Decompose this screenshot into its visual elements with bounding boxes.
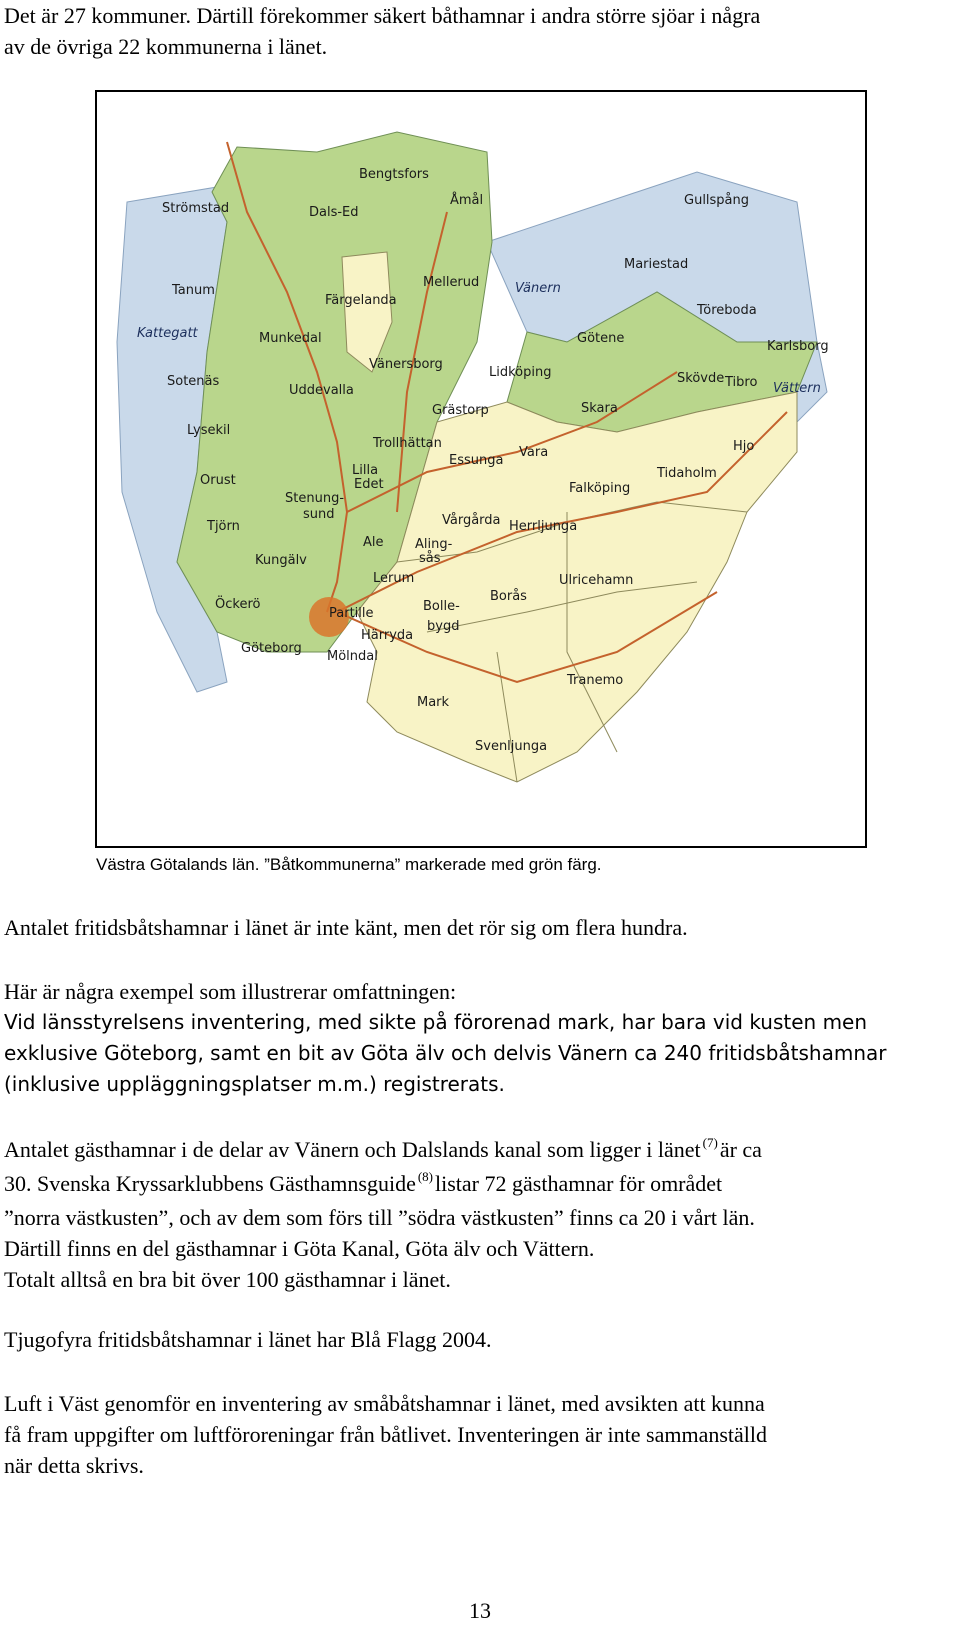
text-line bbox=[4, 1134, 954, 1168]
map-label: Karlsborg bbox=[767, 339, 829, 354]
map-label: Göteborg bbox=[241, 641, 302, 656]
map-label: Lysekil bbox=[187, 423, 231, 438]
map-label: Hjo bbox=[733, 439, 755, 454]
text-line: Det är 27 kommuner. Därtill förekommer säkert båthamnar i andra större sjöar i några bbox=[4, 3, 761, 28]
map-label: Partille bbox=[329, 606, 374, 621]
footnote-reference: (7) bbox=[702, 1135, 718, 1150]
map-label: Bolle- bbox=[423, 599, 460, 614]
map-label: Mölndal bbox=[327, 649, 378, 664]
map-label: Munkedal bbox=[259, 331, 322, 346]
map-label: Lidköping bbox=[489, 365, 552, 380]
paragraph bbox=[4, 912, 954, 943]
map-label: Tranemo bbox=[567, 673, 624, 688]
map-label: Aling- bbox=[415, 537, 453, 552]
map-label: Vänern bbox=[515, 281, 561, 296]
map-label: Lerum bbox=[373, 571, 415, 586]
map-label: Ulricehamn bbox=[559, 573, 634, 588]
text-line: Antalet fritidsbåtshamnar i länet är inte känt, men det rör sig om flera hundra. bbox=[4, 915, 688, 940]
map-label: Falköping bbox=[569, 481, 631, 496]
map-label: Strömstad bbox=[162, 201, 230, 216]
map-label: Skövde bbox=[677, 371, 725, 386]
map-label: Götene bbox=[577, 331, 625, 346]
map-label: Öckerö bbox=[215, 597, 261, 612]
map-label: Vänersborg bbox=[369, 357, 443, 372]
map-graphic bbox=[97, 92, 865, 846]
map-label: Herrljunga bbox=[509, 519, 578, 534]
text-line: ”norra västkusten”, och av dem som förs till ”södra västkusten” finns ca 20 i vårt län. bbox=[4, 1205, 755, 1230]
map-label: Borås bbox=[490, 589, 527, 604]
map-label: Tidaholm bbox=[657, 466, 717, 481]
text-line: när detta skrivs. bbox=[4, 1453, 144, 1478]
text-line: få fram uppgifter om luftföroreningar från båtlivet. Inventeringen är inte sammanställd bbox=[4, 1422, 767, 1447]
map-label: Ale bbox=[363, 535, 384, 550]
text-line: Därtill finns en del gästhamnar i Göta Kanal, Göta älv och Vättern. bbox=[4, 1236, 595, 1261]
text-segment: är ca bbox=[719, 1137, 762, 1162]
map-label: Färgelanda bbox=[325, 293, 397, 308]
map-label: Mark bbox=[417, 695, 450, 710]
text-line: Tjugofyra fritidsbåtshamnar i länet har Blå Flagg 2004. bbox=[4, 1327, 492, 1352]
county-map bbox=[95, 90, 867, 848]
intro-paragraph bbox=[4, 0, 954, 62]
text-segment: Antalet gästhamnar i de delar av Vänern och Dalslands kanal som ligger i länet bbox=[4, 1137, 701, 1162]
text-line bbox=[4, 1168, 954, 1202]
map-label: Svenljunga bbox=[475, 739, 548, 754]
map-label: Vara bbox=[519, 445, 549, 460]
paragraph bbox=[4, 1388, 954, 1481]
map-label: Vättern bbox=[773, 381, 821, 396]
map-label: Kattegatt bbox=[137, 326, 198, 341]
map-label: Härryda bbox=[361, 628, 414, 643]
map-label: Vårgårda bbox=[442, 513, 501, 528]
map-label: Mellerud bbox=[423, 275, 480, 290]
paragraph bbox=[4, 1134, 954, 1295]
map-label: Tanum bbox=[172, 283, 215, 298]
text-line: Vid länsstyrelsens inventering, med sikte på förorenad mark, har bara vid kusten men bbox=[4, 1010, 868, 1034]
text-line: Luft i Väst genomför en inventering av småbåtshamnar i länet, med avsikten att kunna bbox=[4, 1391, 765, 1416]
map-label: Essunga bbox=[449, 453, 504, 468]
map-label: Åmål bbox=[450, 193, 484, 208]
text-segment: 30. Svenska Kryssarklubbens Gästhamnsguide bbox=[4, 1171, 416, 1196]
map-label: Orust bbox=[200, 473, 236, 488]
page-number: 13 bbox=[469, 1598, 491, 1623]
map-label: Töreboda bbox=[697, 303, 757, 318]
text-line: Här är några exempel som illustrerar omfattningen: bbox=[4, 979, 457, 1004]
map-label: Skara bbox=[581, 401, 618, 416]
map-label: Uddevalla bbox=[289, 383, 354, 398]
paragraph bbox=[4, 1324, 954, 1355]
map-label: Stenung- bbox=[285, 491, 345, 506]
text-line: av de övriga 22 kommunerna i länet. bbox=[4, 34, 328, 59]
text-line: exklusive Göteborg, samt en bit av Göta älv och delvis Vänern ca 240 fritidsbåtshamnar bbox=[4, 1041, 887, 1065]
text-line: (inklusive uppläggningsplatser m.m.) registrerats. bbox=[4, 1072, 505, 1096]
map-label: Sotenäs bbox=[167, 374, 220, 389]
map-caption: Västra Götalands län. ”Båtkommunerna” markerade med grön färg. bbox=[96, 855, 602, 874]
map-label: Tibro bbox=[725, 375, 758, 390]
map-label: sund bbox=[303, 507, 335, 522]
map-label: Tjörn bbox=[207, 519, 240, 534]
map-label: Grästorp bbox=[432, 403, 489, 418]
map-label: sås bbox=[419, 551, 441, 566]
map-label: Gullspång bbox=[684, 193, 750, 208]
paragraph bbox=[4, 976, 954, 1100]
map-label: bygd bbox=[427, 619, 460, 634]
map-label: Edet bbox=[354, 477, 384, 492]
map-label: Trollhättan bbox=[373, 436, 442, 451]
text-line: Totalt alltså en bra bit över 100 gästhamnar i länet. bbox=[4, 1267, 451, 1292]
map-label: Mariestad bbox=[624, 257, 689, 272]
map-label: Lilla bbox=[352, 463, 379, 478]
footnote-reference: (8) bbox=[417, 1169, 434, 1184]
map-label: Dals-Ed bbox=[309, 205, 359, 220]
map-label: Kungälv bbox=[255, 553, 307, 568]
map-label: Bengtsfors bbox=[359, 167, 429, 182]
text-segment: listar 72 gästhamnar för området bbox=[435, 1171, 723, 1196]
